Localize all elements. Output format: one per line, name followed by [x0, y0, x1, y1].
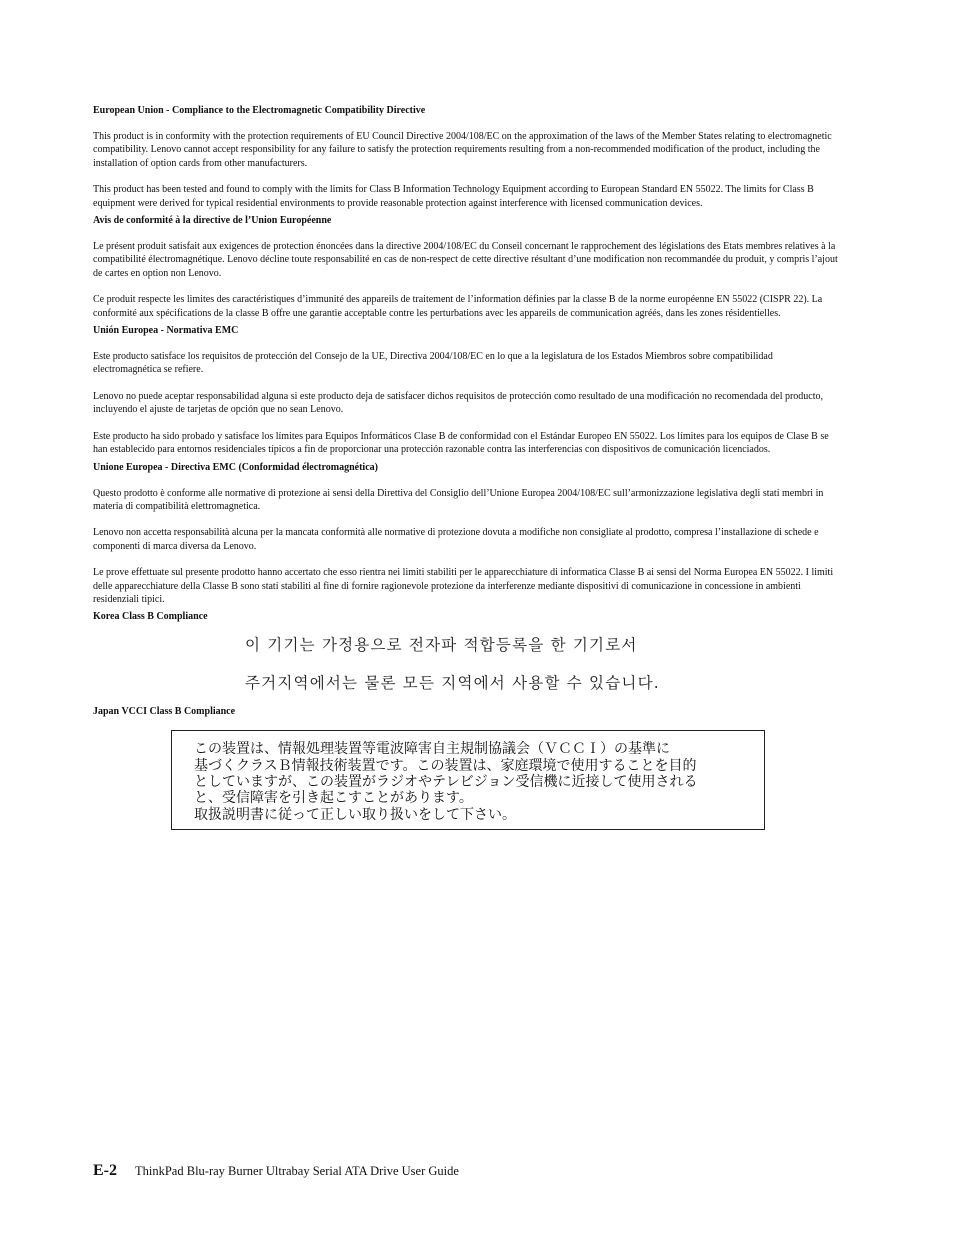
paragraph: Lenovo no puede aceptar responsabilidad alguna si este producto deja de satisfacer dichos requisitos de protección como resultado de una modificación no recomendada del producto, incluyendo el ajuste de tarjetas de opción que no sean Lenovo.	[93, 390, 824, 416]
japan-statement	[93, 718, 841, 838]
vcci-notice-text	[194, 741, 759, 822]
section-heading-korea: Korea Class B Compliance	[93, 611, 208, 623]
section-heading-eu: European Union - Compliance to the Electromagnetic Compatibility Directive	[93, 105, 426, 116]
paragraph: Este producto ha sido probado y satisface los límites para Equipos Informáticos Clase B de conformidad con el Estándar Europeo EN 55022. Los límites para los equipos de Clase B se han establecido para entornos residenciales típicos a fin de proporcionar una protección razonable contra las interferencias con dispositivos de comunicación licenciados.	[93, 430, 829, 456]
korea-statement	[93, 623, 841, 703]
section-heading-es: Unión Europea - Normativa EMC	[93, 325, 239, 337]
section-heading-it: Unione Europea - Directiva EMC (Conformidad électromagnética)	[93, 461, 378, 473]
vcci-line: 基づくクラスＢ情報技術装置です。この装置は、家庭環境で使用することを目的	[194, 757, 697, 774]
page-footer	[93, 1162, 459, 1180]
page-number: E-2	[93, 1162, 117, 1179]
page-content	[93, 104, 841, 838]
vcci-line: と、受信障害を引き起こすことがあります。	[194, 790, 473, 807]
vcci-line: この装置は、情報処理装置等電波障害自主規制協議会（ＶＣＣＩ）の基準に	[194, 741, 670, 758]
paragraph: Le prove effettuate sul presente prodotto hanno accertato che esso rientra nei limiti stabiliti per le apparecchiature di informatica Classe B ai sensi del Norma Europea EN 55022. I limiti delle apparecchiature della Classe B sono stati stabiliti al fine di fornire ragionevole protezione da interferenze mediante dispositivi di comunicazione in concessione in ambienti residenziali tipici.	[93, 567, 834, 605]
paragraph: Lenovo non accetta responsabilità alcuna per la mancata conformità alle normative di protezione dovuta a modifiche non consigliate al prodotto, compresa l’installazione di schede e componenti di marca diversa da Lenovo.	[93, 527, 819, 552]
paragraph: This product has been tested and found to comply with the limits for Class B Information Technology Equipment according to European Standard EN 55022. The limits for Class B equipment were derived for typical residential environments to provide reasonable protection against interference with licensed communication devices.	[93, 184, 814, 209]
section-heading-fr: Avis de conformité à la directive de l’Union Européenne	[93, 215, 332, 227]
korea-line-2: 주거지역에서는 물론 모든 지역에서 사용할 수 있습니다.	[245, 674, 660, 693]
vcci-notice-box	[171, 730, 765, 830]
section-heading-japan: Japan VCCI Class B Compliance	[93, 706, 236, 718]
vcci-line: としていますが、この装置がラジオやテレビジョン受信機に近接して使用される	[194, 773, 698, 790]
vcci-line: 取扱説明書に従って正しい取り扱いをして下さい。	[194, 806, 516, 823]
korea-line-1: 이 기기는 가정용으로 전자파 적합등록을 한 기기로서	[245, 636, 638, 655]
paragraph: This product is in conformity with the protection requirements of EU Council Directive 2004/108/EC on the approximation of the laws of the Member States relating to electromagnetic compatibility. Lenovo cannot accept responsibility for any failure to satisfy the protection requirements resulting from a non-recommended modification of the product, including the installation of option cards from other manufacturers.	[93, 131, 832, 169]
paragraph: Ce produit respecte les limites des caractéristiques d’immunité des appareils de traitement de l’information définies par la classe B de la norme européenne EN 55022 (CISPR 22). La conformité aux spécifications de la classe B offre une garantie acceptable contre les perturbations avec les appareils de communication agréés, dans les zones résidentielles.	[93, 294, 823, 319]
paragraph: Questo prodotto è conforme alle normative di protezione ai sensi della Direttiva del Consiglio dell’Unione Europea 2004/108/EC sull’armonizzazione legislativa degli stati membri in materia di compatibilità elettromagnetica.	[93, 487, 824, 512]
document-title: ThinkPad Blu-ray Burner Ultrabay Serial ATA Drive User Guide	[135, 1164, 459, 1178]
paragraph: Este producto satisface los requisitos de protección del Consejo de la UE, Directiva 2004/108/EC en lo que a la legislatura de los Estados Miembros sobre compatibilidad electromagnética se refiere.	[93, 351, 773, 376]
paragraph: Le présent produit satisfait aux exigences de protection énoncées dans la directive 2004/108/EC du Conseil concernant le rapprochement des législations des Etats membres relatives à la compatibilité électromagnétique. Lenovo décline toute responsabilité en cas de non-respect de cette directive résultant d’une modification non recommandée du produit, y compris l’ajout de cartes en option non Lenovo.	[93, 241, 838, 279]
